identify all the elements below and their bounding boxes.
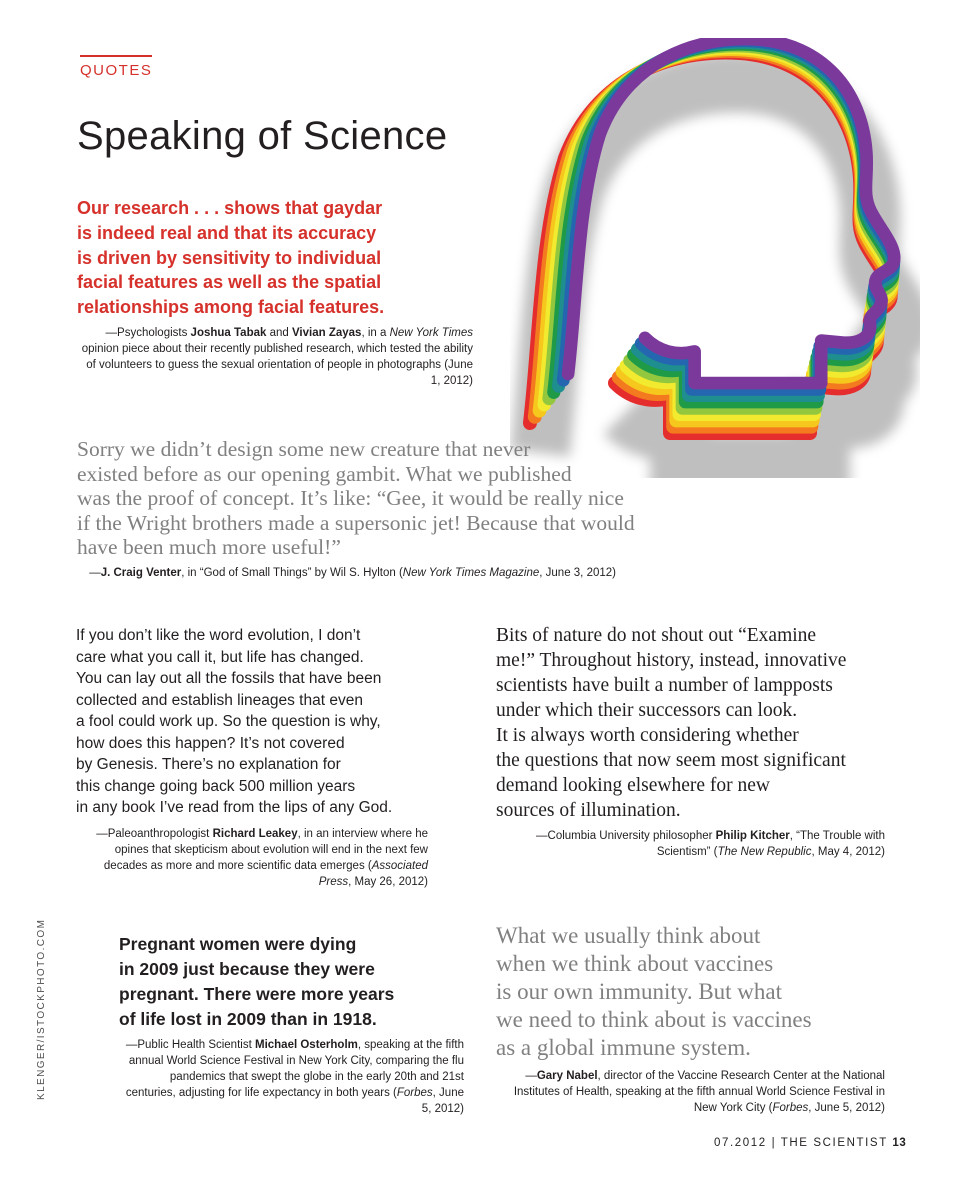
attribution-leakey <box>76 826 428 890</box>
quote-line: relationships among facial features. <box>77 297 385 318</box>
attribution-text: —Psychologists <box>105 327 191 339</box>
attribution-text: —Paleoanthropologist <box>96 828 213 840</box>
attribution-text: — <box>525 1070 537 1082</box>
attribution-osterholm <box>119 1037 464 1117</box>
attribution-text: , director of the Vaccine Research Center at the National Institutes of Health, speaking at the fifth annual World Science Festival in New York City ( <box>513 1070 885 1114</box>
quote-tabak-zayas <box>77 196 427 320</box>
quote-kitcher <box>496 623 896 823</box>
attribution-text: , speaking at the fifth annual World Science Festival in New York City, comparing the flu pandemics that swept the globe in the early 20th and 21st centuries, adjusting for life expectancy in both years ( <box>125 1039 464 1099</box>
quote-line: of life lost in 2009 than in 1918. <box>119 1009 377 1029</box>
attribution-name: Joshua Tabak <box>190 327 267 339</box>
attribution-name: Gary Nabel <box>536 1070 598 1082</box>
footer-magazine: THE SCIENTIST <box>780 1137 888 1149</box>
section-rule <box>80 55 152 57</box>
attribution-name: Michael Osterholm <box>254 1039 358 1051</box>
quote-line: collected and establish lineages that even <box>76 691 363 709</box>
attribution-text: —Columbia University philosopher <box>536 830 716 842</box>
attribution-text: , June 3, 2012) <box>539 567 616 579</box>
quote-line: What we usually think about <box>496 923 761 948</box>
attribution-publication: New York Times Magazine <box>402 567 540 579</box>
attribution-kitcher <box>496 828 885 860</box>
attribution-text: , May 26, 2012) <box>348 876 428 888</box>
quote-line: Our research . . . shows that gaydar <box>77 198 383 218</box>
quote-line: is indeed real and that its accuracy <box>77 222 377 243</box>
quote-line: Pregnant women were dying <box>119 934 357 954</box>
attribution-text: , “The Trouble with Scientism” ( <box>656 830 885 858</box>
attribution-name: J. Craig Venter <box>100 567 182 579</box>
quote-line: a fool could work up. So the question is why, <box>76 713 381 730</box>
attribution-publication: New York Times <box>389 327 473 339</box>
quote-line: You can lay out all the fossils that have been <box>76 670 382 687</box>
quote-line: Bits of nature do not shout out “Examine <box>496 625 817 646</box>
photo-credit: KLENGER/ISTOCKPHOTO.COM <box>36 918 47 1100</box>
attribution-publication: Forbes <box>396 1087 433 1099</box>
attribution-tabak-zayas <box>77 325 473 389</box>
attribution-text: , May 4, 2012) <box>811 846 885 858</box>
footer-separator: | <box>771 1137 777 1149</box>
attribution-name: Philip Kitcher <box>715 830 790 842</box>
quote-line: in 2009 just because they were <box>119 959 375 979</box>
quote-line: was the proof of concept. It’s like: “Gee, it would be really nice <box>77 486 624 511</box>
quote-line: when we think about vaccines <box>496 951 774 976</box>
page-number: 13 <box>892 1137 907 1149</box>
quote-line: have been much more useful!” <box>77 535 341 560</box>
quote-line: me!” Throughout history, instead, innovative <box>496 650 847 671</box>
attribution-publication: Forbes <box>772 1102 809 1114</box>
attribution-text: and <box>266 327 292 339</box>
quote-line: by Genesis. There’s no explanation for <box>76 756 341 773</box>
quote-line: pregnant. There were more years <box>119 984 395 1004</box>
quote-venter <box>77 437 637 560</box>
attribution-text: opinion piece about their recently published research, which tested the ability of volunteers to guess the sexual orientation of people in photographs (June 1, 2012) <box>81 343 473 387</box>
rainbow-head-illustration <box>510 38 920 478</box>
attribution-text: — <box>89 567 101 579</box>
quote-leakey <box>76 625 446 819</box>
attribution-publication: Associated Press <box>318 860 428 888</box>
page-title: Speaking of Science <box>77 114 448 158</box>
quote-line: if the Wright brothers made a supersonic jet! Because that would <box>77 510 635 535</box>
quote-line: facial features as well as the spatial <box>77 272 382 293</box>
footer-issue: 07.2012 <box>714 1137 767 1149</box>
attribution-name: Vivian Zayas <box>291 327 362 339</box>
rainbow-stripes <box>530 39 901 463</box>
attribution-text: —Public Health Scientist <box>125 1039 255 1051</box>
quote-line: in any book I’ve read from the lips of any God. <box>76 799 393 816</box>
quote-line: It is always worth considering whether <box>496 725 799 746</box>
quote-line: Sorry we didn’t design some new creature that never <box>77 437 531 461</box>
quote-line: as a global immune system. <box>496 1035 751 1060</box>
quote-line: If you don’t like the word evolution, I don’t <box>76 627 361 644</box>
attribution-venter <box>77 565 616 581</box>
attribution-nabel <box>496 1068 885 1116</box>
attribution-text: , in “God of Small Things” by Wil S. Hylton ( <box>181 567 403 579</box>
page-footer <box>714 1137 906 1149</box>
quote-line: care what you call it, but life has changed. <box>76 648 364 666</box>
attribution-text: , June 5, 2012) <box>421 1087 464 1115</box>
quote-line: how does this happen? It’s not covered <box>76 734 345 752</box>
quote-line: demand looking elsewhere for new <box>496 775 770 796</box>
quote-line: we need to think about is vaccines <box>496 1007 812 1032</box>
quote-line: sources of illumination. <box>496 800 681 821</box>
quote-line: is our own immunity. But what <box>496 979 783 1004</box>
attribution-name: Richard Leakey <box>212 828 298 840</box>
quote-line: under which their successors can look. <box>496 700 798 721</box>
attribution-text: , in an interview where he opines that skepticism about evolution will end in the next few decades as more and more scientific data emerges ( <box>103 828 428 872</box>
attribution-text: , June 5, 2012) <box>808 1102 885 1114</box>
attribution-text: , in a <box>361 327 390 339</box>
section-label: QUOTES <box>80 62 153 79</box>
quote-line: existed before as our opening gambit. What we published <box>77 461 572 486</box>
quote-line: scientists have built a number of lampposts <box>496 675 833 696</box>
quote-line: the questions that now seem most significant <box>496 750 846 771</box>
attribution-publication: The New Republic <box>717 846 812 858</box>
quote-nabel <box>496 922 896 1062</box>
quote-line: this change going back 500 million years <box>76 777 356 795</box>
quote-line: is driven by sensitivity to individual <box>77 247 382 268</box>
quote-osterholm <box>119 932 439 1032</box>
